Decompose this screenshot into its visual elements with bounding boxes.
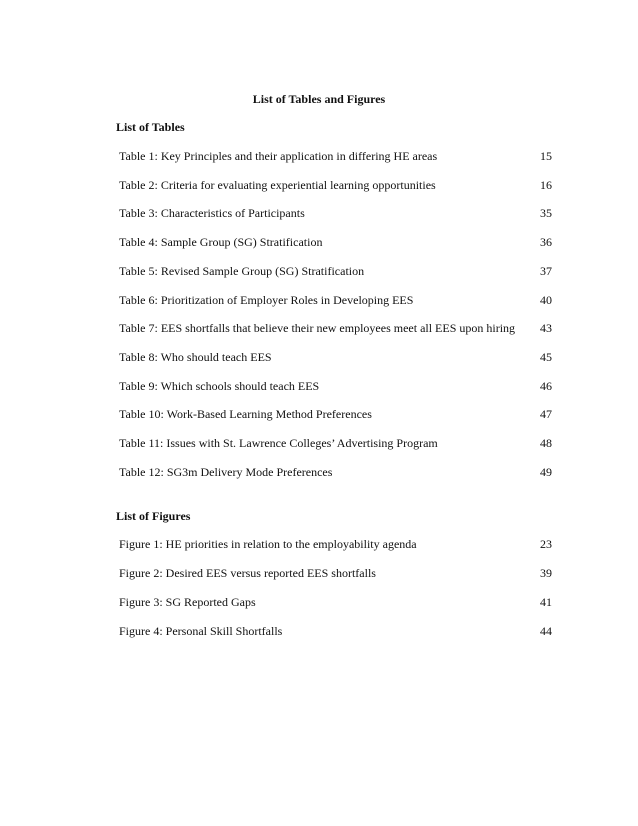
- table-entry-label: Table 12: SG3m Delivery Mode Preferences: [119, 464, 333, 479]
- table-entry: [119, 149, 552, 163]
- table-entry-label: Table 9: Which schools should teach EES: [119, 378, 320, 393]
- table-entry: [119, 178, 552, 192]
- table-entry-label: Table 3: Characteristics of Participants: [119, 206, 305, 221]
- table-entry-page-number: 48: [540, 436, 552, 450]
- figure-entry-page-number: 41: [540, 595, 552, 609]
- figure-entry-label: Figure 2: Desired EES versus reported EES shortfalls: [119, 566, 376, 580]
- table-entry-label: Table 8: Who should teach EES: [119, 349, 272, 364]
- table-entry: [119, 350, 552, 364]
- table-entry-label: Table 2: Criteria for evaluating experiential learning opportunities: [119, 177, 436, 192]
- table-entry-page-number: 35: [540, 206, 552, 221]
- table-entry: [119, 321, 552, 335]
- table-entry-page-number: 15: [540, 149, 552, 163]
- table-entry-label: Table 11: Issues with St. Lawrence Colleges’ Advertising Program: [119, 436, 438, 450]
- table-entry: [119, 465, 552, 479]
- table-entry-page-number: 43: [540, 321, 552, 336]
- table-entry: [119, 293, 552, 307]
- table-entry: [119, 235, 552, 249]
- figure-entry: [119, 537, 552, 551]
- figure-entry-label: Figure 1: HE priorities in relation to the employability agenda: [119, 537, 417, 551]
- tables-heading: List of Tables: [116, 120, 185, 134]
- table-entry: [119, 206, 552, 220]
- table-entry-page-number: 46: [540, 378, 552, 393]
- figure-entry-label: Figure 4: Personal Skill Shortfalls: [119, 624, 283, 638]
- table-entry-page-number: 47: [540, 407, 552, 422]
- table-entry-label: Table 5: Revised Sample Group (SG) Stratification: [119, 263, 365, 278]
- table-entry-label: Table 10: Work-Based Learning Method Preferences: [119, 407, 372, 422]
- table-entry-label: Table 1: Key Principles and their application in differing HE areas: [119, 149, 438, 163]
- figure-entry-page-number: 44: [540, 624, 552, 638]
- figure-entry-page-number: 23: [540, 537, 552, 551]
- table-entry-label: Table 6: Prioritization of Employer Roles in Developing EES: [119, 292, 414, 307]
- table-entry-page-number: 49: [540, 464, 552, 479]
- table-entry-page-number: 40: [540, 292, 552, 307]
- table-entry-page-number: 45: [540, 349, 552, 364]
- figure-entry: [119, 624, 552, 638]
- table-entry: [119, 264, 552, 278]
- figure-entry: [119, 566, 552, 580]
- table-entry-page-number: 37: [540, 263, 552, 278]
- figures-heading: List of Figures: [116, 509, 191, 523]
- table-entry: [119, 436, 552, 450]
- figure-entry: [119, 595, 552, 609]
- page-title: List of Tables and Figures: [252, 92, 386, 106]
- figure-entry-page-number: 39: [540, 566, 552, 580]
- table-entry-page-number: 16: [540, 177, 552, 192]
- table-entry: [119, 379, 552, 393]
- table-entry-page-number: 36: [540, 235, 552, 250]
- table-entry-label: Table 7: EES shortfalls that believe their new employees meet all EES upon hiring: [119, 321, 516, 336]
- table-entry-label: Table 4: Sample Group (SG) Stratification: [119, 235, 323, 250]
- figure-entry-label: Figure 3: SG Reported Gaps: [119, 595, 256, 609]
- table-entry: [119, 407, 552, 421]
